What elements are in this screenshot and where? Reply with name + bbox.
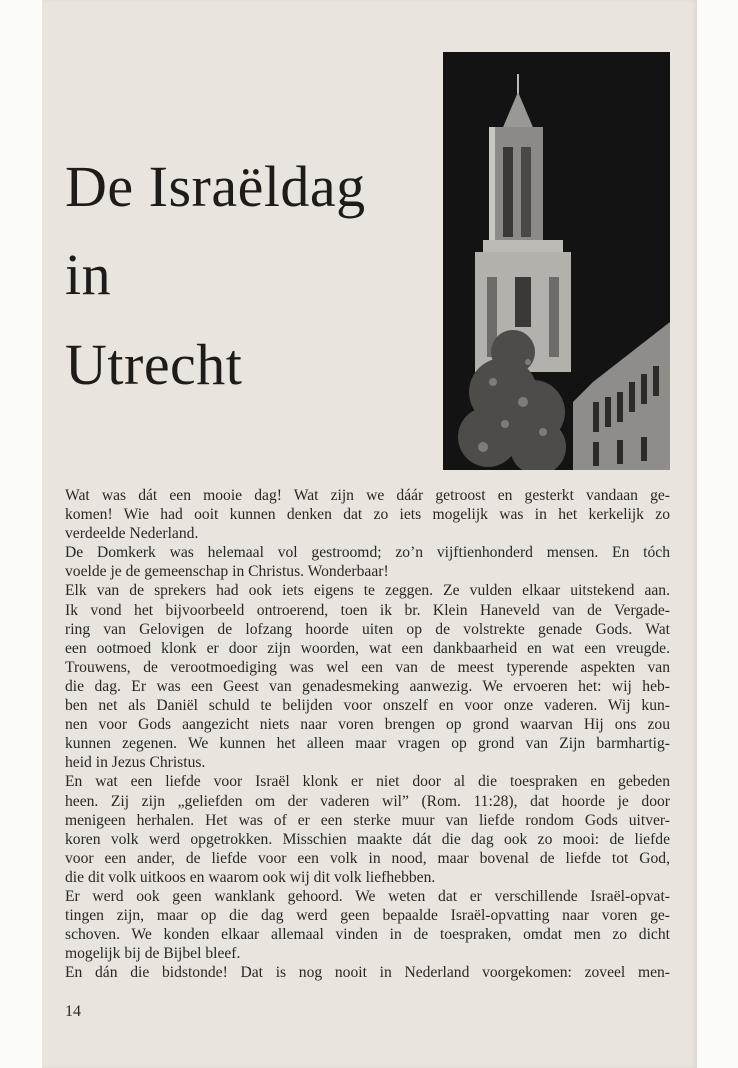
title-line-2: in (65, 242, 112, 307)
text-line: En wat een liefde voor Israël klonk er niet door al die toespraken en gebeden (65, 773, 670, 791)
text-line: kunnen zegenen. We kunnen het alleen maar vragen op grond van Zijn barmhartig- (65, 735, 670, 753)
text-line: tingen zijn, maar op die dag werd geen bepaalde Israël-opvatting naar voren ge- (65, 907, 670, 925)
text-line: mogelijk bij de Bijbel bleef. (65, 945, 241, 963)
page-number: 14 (65, 1003, 81, 1020)
text-line: voelde je de gemeenschap in Christus. Wonderbaar! (65, 563, 389, 581)
text-line: die dit volk uitkoos en waarom ook wij dit volk liefhebben. (65, 868, 436, 886)
text-line: voor een ander, de liefde voor een volk in nood, maar bovenal de liefde tot God, (65, 849, 670, 867)
text-line: heen. Zij zijn „geliefden om der vaderen wil” (Rom. 11:28), dat hoorde je door (65, 792, 670, 810)
text-line: schoven. We konden elkaar allemaal vinden in de toespraken, omdat men zo dicht (65, 926, 670, 944)
text-line: ring van Gelovigen de lofzang hoorde uiten op de volstrekte genade Gods. Wat (65, 620, 670, 638)
text-line: menigeen herhalen. Het was of er een sterke muur van liefde rondom Gods uitver- (65, 811, 670, 829)
title-line-3: Utrecht (65, 332, 243, 397)
dom-tower-night-photo (443, 52, 670, 470)
text-line: Elk van de sprekers had ook iets eigens te zeggen. Ze vulden elkaar uitstekend aan. (65, 582, 670, 600)
text-line: die dag. Er was een Geest van genadesmeking aanwezig. We ervoeren het: wij heb- (65, 677, 670, 695)
text-line: heid in Jezus Christus. (65, 754, 206, 772)
text-line: nen voor Gods aangezicht niets naar voren brengen op grond waarvan Hij ons zou (65, 716, 670, 734)
text-line: komen! Wie had ooit kunnen denken dat zo iets mogelijk was in het kerkelijk zo (65, 506, 670, 524)
text-line: verdeelde Nederland. (65, 525, 199, 543)
text-line: Er werd ook geen wanklank gehoord. We weten dat er verschillende Israël-opvat- (65, 887, 670, 905)
text-line: koren volk werd opgetrokken. Misschien maakte dát die dag ook zo mooi: de liefde (65, 830, 670, 848)
text-line: En dán die bidstonde! Dat is nog nooit in Nederland voorgekomen: zoveel men- (65, 964, 670, 982)
title-line-1: De Israëldag (65, 154, 366, 219)
text-line: Wat was dát een mooie dag! Wat zijn we dáár getroost en gesterkt vandaan ge- (65, 487, 670, 504)
text-line: een ootmoed klonk er door zijn woorden, wat een dankbaarheid en wat een vreugde. (65, 639, 670, 657)
text-line: ben net als Daniël schuld te belijden voor onszelf en voor onze vaderen. Wij kun- (65, 697, 670, 715)
text-line: Ik vond het bijvoorbeeld ontroerend, toen ik br. Klein Haneveld van de Vergade- (65, 601, 670, 619)
text-line: Trouwens, de verootmoediging was wel een van de meest typerende aspekten van (65, 658, 670, 676)
article-body (65, 486, 670, 982)
text-line: De Domkerk was helemaal vol gestroomd; zo’n vijftienhonderd mensen. En tóch (65, 544, 670, 562)
